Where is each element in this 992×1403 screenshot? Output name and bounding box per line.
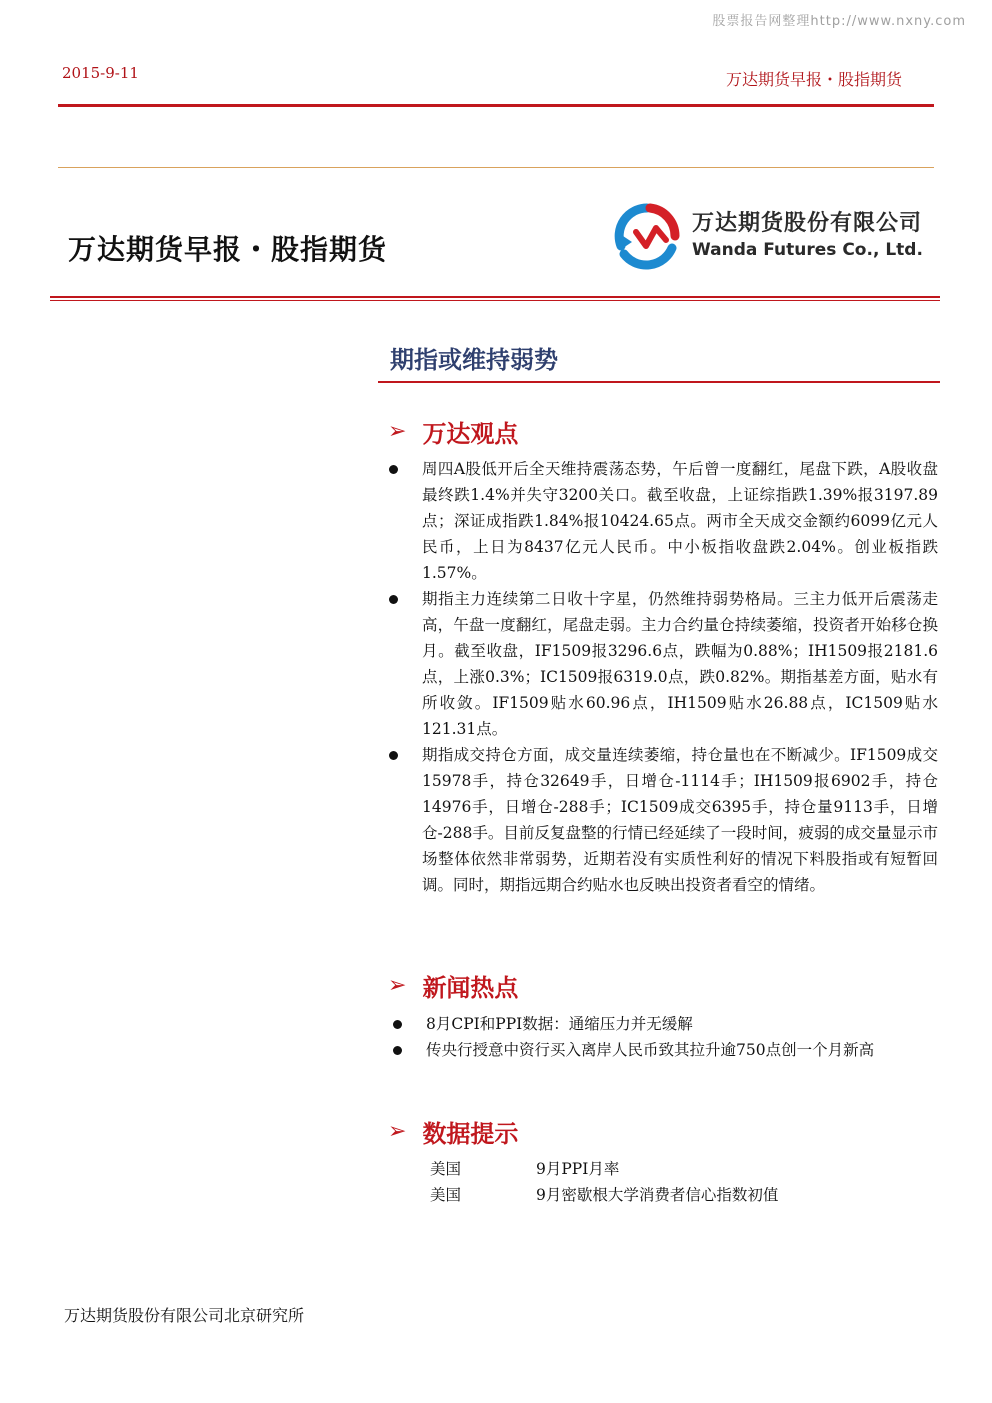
header-divider bbox=[58, 104, 934, 107]
arrow-bullet-icon: ➢ bbox=[388, 973, 407, 998]
section-viewpoint-heading bbox=[388, 414, 518, 449]
section-news-title: 新闻热点 bbox=[422, 974, 519, 1002]
footer-text: 万达期货股份有限公司北京研究所 bbox=[64, 1306, 305, 1325]
company-logo bbox=[612, 202, 932, 270]
list-item bbox=[392, 1011, 942, 1037]
section-news-heading bbox=[388, 968, 518, 1003]
table-cell-item: 9月PPI月率 bbox=[536, 1160, 620, 1178]
section-data-heading bbox=[388, 1114, 518, 1149]
wanda-logo-icon bbox=[612, 202, 682, 270]
arrow-bullet-icon: ➢ bbox=[388, 419, 407, 444]
report-title: 万达期货早报・股指期货 bbox=[68, 233, 388, 266]
list-item bbox=[392, 1037, 942, 1063]
bullet-dot-icon bbox=[393, 1020, 402, 1029]
logo-company-en: Wanda Futures Co., Ltd. bbox=[692, 240, 923, 260]
arrow-bullet-icon: ➢ bbox=[388, 1119, 407, 1144]
table-cell-item: 9月密歇根大学消费者信心指数初值 bbox=[536, 1186, 779, 1204]
header-divider-thin bbox=[58, 167, 934, 168]
bullet-dot-icon bbox=[389, 595, 398, 604]
table-cell-country: 美国 bbox=[430, 1160, 462, 1178]
list-item bbox=[388, 456, 938, 586]
title-divider-top bbox=[50, 296, 940, 298]
viewpoint-list bbox=[388, 456, 938, 898]
section-viewpoint-title: 万达观点 bbox=[422, 420, 519, 448]
list-item-text: 8月CPI和PPI数据：通缩压力并无缓解 bbox=[426, 1015, 693, 1033]
headline-underline bbox=[378, 381, 940, 383]
logo-company-cn: 万达期货股份有限公司 bbox=[692, 211, 923, 236]
header-title: 万达期货早报・股指期货 bbox=[725, 70, 902, 89]
list-item bbox=[388, 586, 938, 742]
list-item-text: 传央行授意中资行买入离岸人民币致其拉升逾750点创一个月新高 bbox=[426, 1041, 875, 1059]
headline: 期指或维持弱势 bbox=[390, 346, 558, 374]
bullet-dot-icon bbox=[389, 751, 398, 760]
watermark-text: 股票报告网整理http://www.nxny.com bbox=[712, 14, 966, 29]
list-item-text: 期指主力连续第二日收十字星，仍然维持弱势格局。三主力低开后震荡走高，午盘一度翻红，尾盘走弱。主力合约量仓持续萎缩，投资者开始移仓换月。截至收盘，IF1509报3296.6点，跌幅为0.88%；IH1509报2181.6点，上涨0.3%；IC1509报6319.0点，跌0.82%。期指基差方面，贴水有所收敛。IF1509贴水60.96点，IH1509贴水26.88点，IC1509贴水121.31点。 bbox=[422, 590, 938, 738]
header-date: 2015-9-11 bbox=[62, 64, 139, 82]
news-list bbox=[392, 1011, 942, 1063]
table-row bbox=[430, 1156, 778, 1182]
table-cell-country: 美国 bbox=[430, 1186, 462, 1204]
title-divider-bottom bbox=[50, 300, 940, 301]
bullet-dot-icon bbox=[389, 465, 398, 474]
data-calendar-table bbox=[430, 1156, 778, 1208]
list-item-text: 周四A股低开后全天维持震荡态势，午后曾一度翻红，尾盘下跌，A股收盘最终跌1.4%并失守3200关口。截至收盘，上证综指跌1.39%报3197.89点；深证成指跌1.84%报10424.65点。两市全天成交金额约6099亿元人民币，上日为8437亿元人民币。中小板指收盘跌2.04%。创业板指跌1.57%。 bbox=[422, 460, 938, 582]
list-item-text: 期指成交持仓方面，成交量连续萎缩，持仓量也在不断减少。IF1509成交15978手，持仓32649手，日增仓-1114手；IH1509报6902手，持仓14976手，日增仓-288手；IC1509成交6395手，持仓量9113手，日增仓-288手。目前反复盘整的行情已经延续了一段时间，疲弱的成交量显示市场整体依然非常弱势，近期若没有实质性利好的情况下料股指或有短暂回调。同时，期指远期合约贴水也反映出投资者看空的情绪。 bbox=[422, 746, 938, 894]
bullet-dot-icon bbox=[393, 1046, 402, 1055]
section-data-title: 数据提示 bbox=[422, 1120, 519, 1148]
table-row bbox=[430, 1182, 778, 1208]
list-item bbox=[388, 742, 938, 898]
